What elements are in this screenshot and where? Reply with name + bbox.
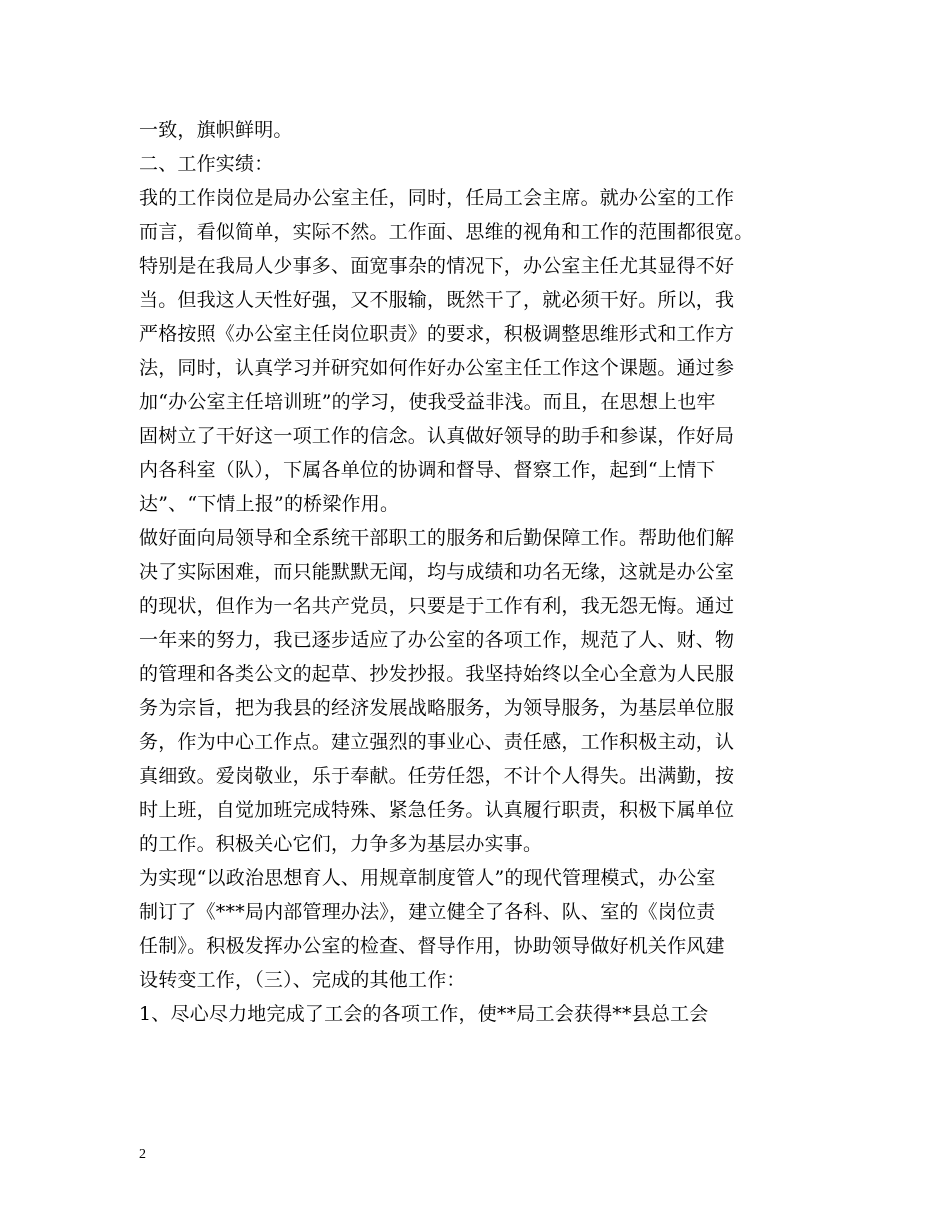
text-line: 一致，旗帜鲜明。 (139, 119, 293, 141)
text-line: 决了实际困难，而只能默默无闻，均与成绩和功名无缘，这就是办公室 (139, 561, 735, 583)
text-line: 的管理和各类公文的起草、抄发抄报。我坚持始终以全心全意为人民服 (139, 663, 735, 685)
text-line: 当。但我这人天性好强，又不服输，既然干了，就必须干好。所以，我 (139, 289, 735, 311)
text-line: 严格按照《办公室主任岗位职责》的要求，积极调整思维形式和工作方 (139, 323, 735, 345)
text-line: 法，同时，认真学习并研究如何作好办公室主任工作这个课题。通过参 (139, 357, 735, 379)
text-line: 的工作。积极关心它们，力争多为基层办实事。 (139, 833, 543, 855)
text-line: 真细致。爱岗敬业，乐于奉献。任劳任怨，不计个人得失。出满勤，按 (139, 765, 735, 787)
text-line: 做好面向局领导和全系统干部职工的服务和后勤保障工作。帮助他们解 (139, 527, 735, 549)
text-line: 设转变工作，（三）、完成的其他工作： (139, 969, 466, 991)
text-line: 务，作为中心工作点。建立强烈的事业心、责任感，工作积极主动，认 (139, 731, 735, 753)
text-line: 固树立了干好这一项工作的信念。认真做好领导的助手和参谋，作好局 (139, 425, 735, 447)
text-line: 我的工作岗位是局办公室主任，同时，任局工会主席。就办公室的工作 (139, 187, 735, 209)
page-number: 2 (139, 1147, 146, 1162)
text-line: 加“办公室主任培训班”的学习，使我受益非浅。而且，在思想上也牢 (139, 391, 716, 413)
text-line: 时上班，自觉加班完成特殊、紧急任务。认真履行职责，积极下属单位 (139, 799, 735, 821)
text-line: 为实现“以政治思想育人、用规章制度管人”的现代管理模式，办公室 (139, 867, 716, 889)
text-line: 特别是在我局人少事多、面宽事杂的情况下，办公室主任尤其显得不好 (139, 255, 735, 277)
section-heading: 二、工作实绩： (139, 153, 274, 175)
text-line: 而言，看似简单，实际不然。工作面、思维的视角和工作的范围都很宽。 (139, 221, 754, 243)
text-line: 一年来的努力，我已逐步适应了办公室的各项工作，规范了人、财、物 (139, 629, 735, 651)
text-line: 制订了《***局内部管理办法》，建立健全了各科、队、室的《岗位责 (139, 901, 716, 923)
text-line: 内各科室（队），下属各单位的协调和督导、督察工作，起到“上情下 (139, 459, 716, 481)
body-text (139, 113, 829, 1031)
text-line: 的现状，但作为一名共产党员，只要是于工作有利，我无怨无悔。通过 (139, 595, 735, 617)
text-line: 务为宗旨，把为我县的经济发展战略服务，为领导服务，为基层单位服 (139, 697, 735, 719)
text-line: 1、尽心尽力地完成了工会的各项工作，使**局工会获得**县总工会 (139, 1003, 709, 1025)
text-line: 达”、“下情上报”的桥梁作用。 (139, 493, 400, 515)
text-line: 任制》。积极发挥办公室的检查、督导作用，协助领导做好机关作风建 (139, 935, 725, 957)
